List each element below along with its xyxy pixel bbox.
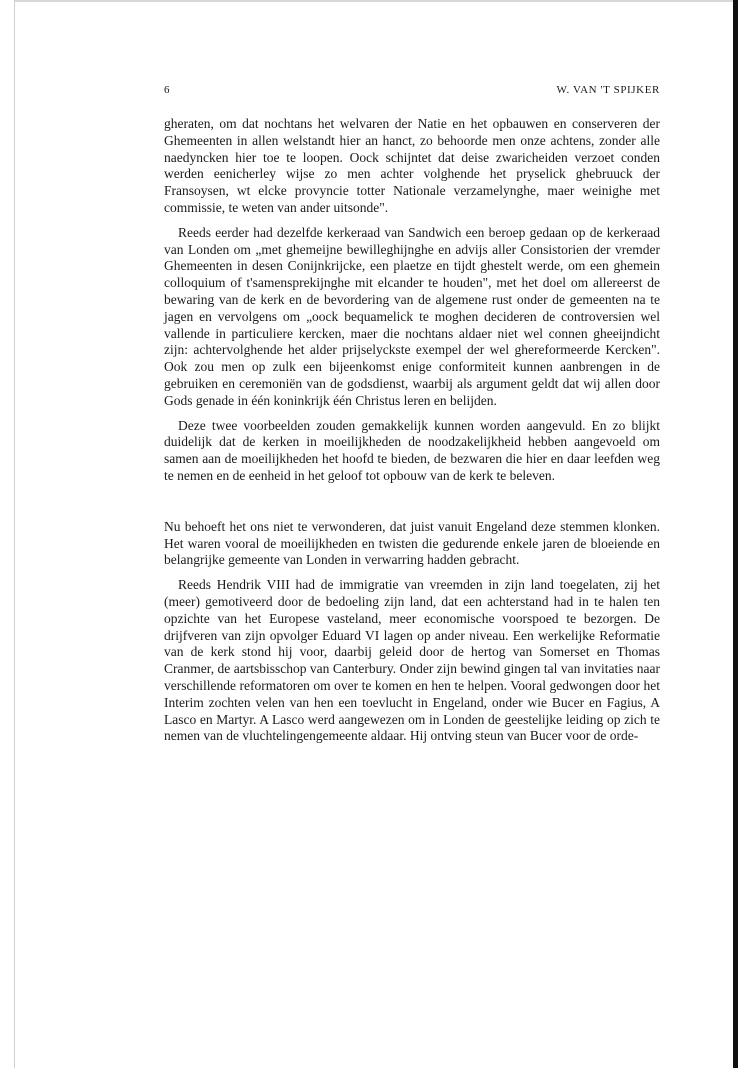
paragraph-england: Nu behoeft het ons niet te verwonderen, dat juist vanuit Engeland deze stemmen klonken. Het waren vooral de moeilijkheden en twisten die gedurende enkele jaren de bloeiende en belangrijke gemeente van Londen in verwarring hadden gebracht. xyxy=(164,518,660,568)
paragraph-hendrik-viii: Reeds Hendrik VIII had de immigratie van vreemden in zijn land toegelaten, zij het (meer) gemotiveerd door de bedoeling zijn land, dat een achterstand had in te halen ten opzichte van het Europese vasteland, meer economische voorspoed te bezorgen. De drijfveren van zijn opvolger Eduard VI lagen op ander niveau. Een werkelijke Reformatie van de kerk stond hij voor, daarbij geleid door de hertog van Somerset en Thomas Cranmer, de aartsbisschop van Canterbury. Onder zijn bewind gingen tal van invitaties naar verschillende reformatoren om over te komen en hen te helpen. Vooral gedwongen door het Interim zochten velen van hen een toevlucht in Engeland, onder wie Bucer en Fagius, A Lasco en Martyr. A Lasco werd aangewezen om in Londen de geestelijke leiding op zich te nemen van de vluchtelingengemeente aldaar. Hij ontving steun van Bucer voor de orde- xyxy=(164,577,660,744)
paragraph-examples: Deze twee voorbeelden zouden gemakkelijk kunnen worden aangevuld. En zo blijkt duidelijk dat de kerken in moeilijkheden de noodzakelijkheid hebben aangevoeld om samen aan de moeilijkheden het hoofd te bieden, de bezwaren die hier en daar leefden weg te nemen en de eenheid in het geloof tot opbouw van de kerk te beleven. xyxy=(164,417,660,483)
paragraph-sandwich-appeal: Reeds eerder had dezelfde kerkeraad van Sandwich een beroep gedaan op de kerkeraad van Londen om „met ghemeijne bewilleghijnghe en advijs aller Consistorien der vremder Ghemeenten in desen Conijnkrijcke, een plaetze en tijdt ghestelt werde, om een ghemein colloquium of t'samensprekijnghe mit elcander te houden", met het doel om allereerst de bewaring van de kerk en de bevordering van de algemene rust onder de gemeenten na te jagen en vervolgens om „oock bequamelick te moghen decideren de controversien wel vallende in particuliere kercken, maer die nochtans aldaer niet wel connen gheeijndicht zijn: achtervolghende het alder prijselyckste exempel der wel ghereformeerde Kercken". Ook zou men op zulk een bijeenkomst enige conformiteit kunnen aanbrengen in de gebruiken en ceremoniën van de godsdienst, waarbij als argument geldt dat wij allen door Gods genade in één koninkrijk één Christus leren en belijden. xyxy=(164,224,660,408)
scan-edge-left xyxy=(14,0,15,1068)
scan-edge-right xyxy=(733,0,738,1068)
paragraph-continuation: gheraten, om dat nochtans het welvaren der Natie en het opbauwen en conserveren der Ghemeenten in allen welstandt hier an hanct, zo behoorde men onze achtens, zonder alle naedyncken hier toe te loopen. Oock schijntet dat deise zwaricheiden verzoet conden werden eenicherley wijse zo men achter volghende het pryselick ghebruuck der Fransoysen, wt elcke provyncie totter Nationale verzamelynghe, maer weinighe met commissie, te weten van ander uitsonde". xyxy=(164,116,660,215)
scan-edge-top xyxy=(14,0,738,2)
page-body xyxy=(164,84,660,745)
page-number: 6 xyxy=(164,84,170,96)
running-head xyxy=(164,84,660,102)
running-title: W. VAN 'T SPIJKER xyxy=(556,84,660,96)
